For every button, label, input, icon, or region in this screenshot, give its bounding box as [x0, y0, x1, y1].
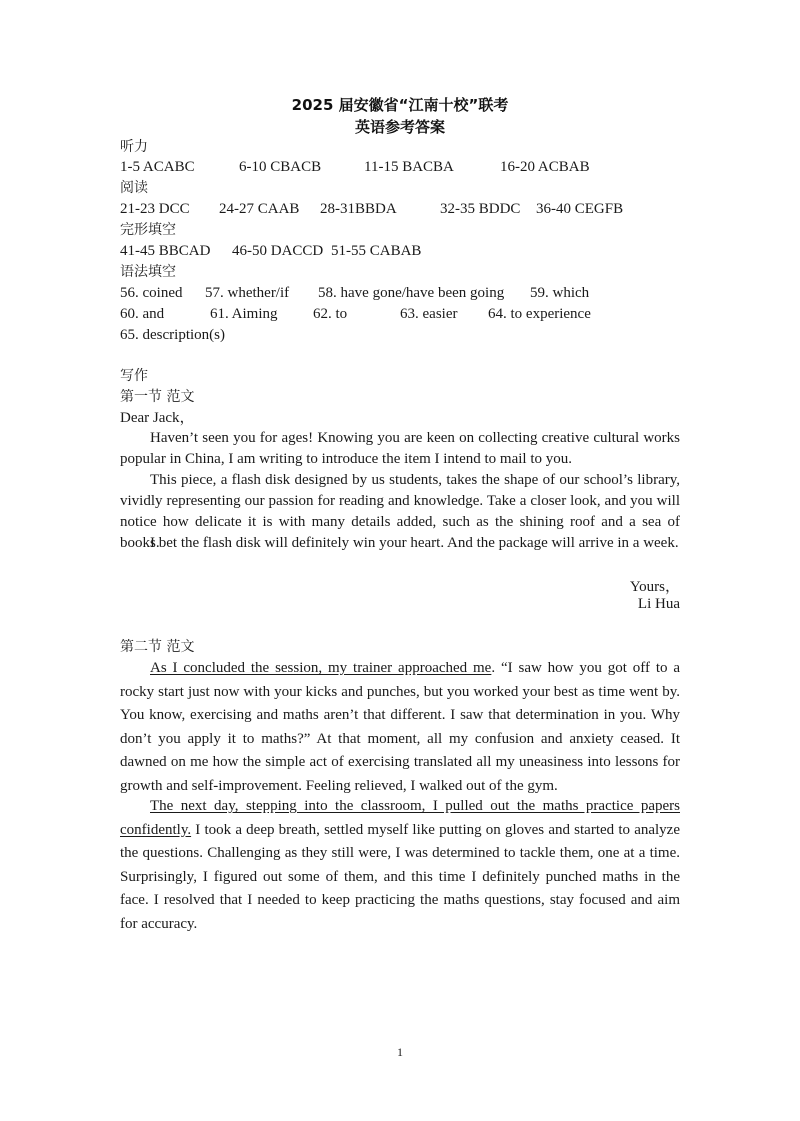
letter-salutation: Dear Jack， [120, 410, 195, 426]
answer-item: 64. to experience [488, 306, 591, 322]
answer-group: 11-15 BACBA [364, 159, 454, 175]
answer-item: 57. whether/if [205, 285, 290, 301]
page-number: 1 [397, 1045, 403, 1059]
answer-item: 61. Aiming [210, 306, 278, 322]
answers-listening [120, 157, 720, 177]
answer-group: 16-20 ACBAB [500, 159, 590, 175]
answer-group: 6-10 CBACB [239, 159, 322, 175]
answer-item: 62. to [313, 306, 348, 322]
letter-paragraph: Haven’t seen you for ages! Knowing you are keen on collecting creative cultural works popular in China, I am writing to introduce the item I intend to mail to you. [120, 430, 680, 467]
subsection-heading-1: 第一节 范文 [120, 389, 195, 405]
answer-group: 41-45 BBCAD [120, 243, 211, 259]
answer-group: 32-35 BDDC [440, 201, 521, 217]
underlined-opening-sentence: The next day, stepping into the classroom, I pulled out the maths practice papers confidently. [120, 798, 680, 838]
section-heading-grammar: 语法填空 [120, 264, 176, 280]
answer-group: 36-40 CEGFB [536, 201, 624, 217]
answer-group: 21-23 DCC [120, 201, 190, 217]
answer-item: 56. coined [120, 285, 183, 301]
letter-paragraph: This piece, a flash disk designed by us students, takes the shape of our school’s library, vividly representing our passion for reading and knowledge. Take a closer look, and you will notice how delicate it is with many details added, such as the shining roof and a sea of books. [120, 472, 680, 551]
letter-closing: Yours， [629, 579, 680, 595]
answer-group: 24-27 CAAB [219, 201, 300, 217]
answer-item: 59. which [530, 285, 590, 301]
answers-grammar-row2 [120, 304, 720, 324]
essay-paragraph-2 [120, 795, 680, 936]
document-subtitle: 英语参考答案 [354, 118, 445, 136]
letter-signature: Li Hua [637, 596, 680, 612]
answer-item: 63. easier [400, 306, 458, 322]
section-heading-writing: 写作 [120, 368, 148, 384]
answer-item: 60. and [120, 306, 165, 322]
paragraph-text: I took a deep breath, settled myself like putting on gloves and started to analyze the questions. Challenging as they still were, I was determined to tackle them, one at a time. Surprisingly, I figured out some of them, and this time I definitely punched maths in the face. I resolved that I needed to keep practicing the maths questions, stay focused and aim for accuracy. [120, 821, 680, 932]
answer-group: 46-50 DACCD [232, 243, 324, 259]
section-heading-cloze: 完形填空 [120, 222, 176, 238]
document-title: 2025 届安徽省“江南十校”联考 [291, 96, 509, 114]
answer-group: 28-31BBDA [320, 201, 397, 217]
answers-grammar-row1 [120, 283, 720, 303]
answers-cloze [120, 241, 720, 261]
essay-paragraph-1 [120, 657, 680, 798]
paragraph-text: . “I saw how you got off to a rocky start just now with your kicks and punches, but you worked your best as time went by. You know, exercising and maths aren’t that different. I saw that determination in you. Why don’t you apply it to maths?” At that moment, all my confusion and anxiety ceased. It dawned on me how the simple act of exercising translated all my uneasiness into lessons for growth and self-improvement. Feeling relieved, I walked out of the gym. [120, 660, 681, 794]
answer-item: 58. have gone/have been going [318, 285, 505, 301]
letter-paragraph: I bet the flash disk will definitely win your heart. And the package will arrive in a week. [150, 535, 679, 551]
answer-group: 1-5 ACABC [120, 159, 195, 175]
answer-group: 51-55 CABAB [331, 243, 422, 259]
answers-reading [120, 199, 720, 219]
section-heading-listening: 听力 [120, 139, 148, 155]
underlined-opening-sentence: As I concluded the session, my trainer approached me [150, 660, 492, 676]
subsection-heading-2: 第二节 范文 [120, 639, 195, 655]
section-heading-reading: 阅读 [120, 180, 148, 196]
answers-grammar-row3: 65. description(s) [120, 327, 225, 343]
